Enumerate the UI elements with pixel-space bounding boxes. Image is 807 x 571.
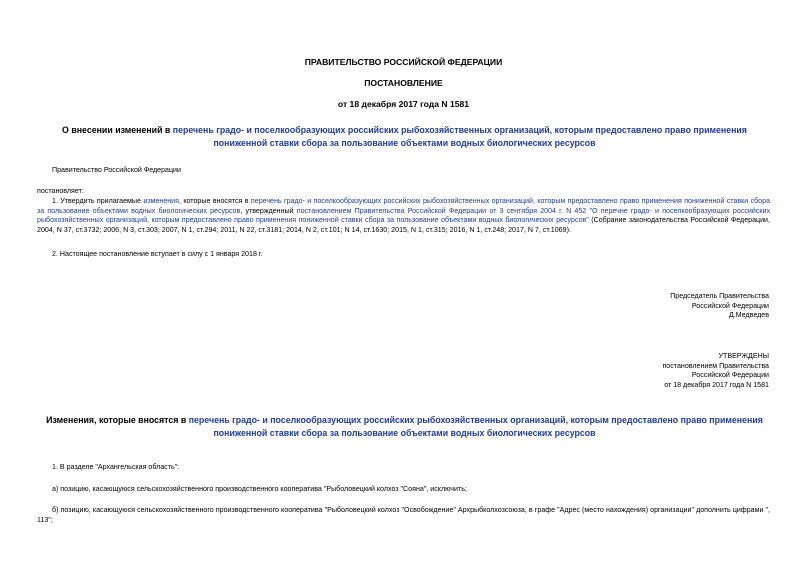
document-type: ПОСТАНОВЛЕНИЕ bbox=[364, 78, 443, 88]
changes-title-prefix: Изменения, которые вносятся в bbox=[46, 415, 189, 425]
document-title-prefix: О внесении изменений в bbox=[62, 125, 173, 135]
list-link[interactable]: перечень градо- и поселкообразующих российских рыбохозяйственных организаций, которым предоставлено право применения пониженной ставки сбора за пользование объектами водных биологических ресурсов bbox=[37, 197, 771, 215]
resolves-line: постановляет: bbox=[37, 187, 84, 195]
paragraph-2: 2. Настоящее постановление вступает в силу с 1 января 2018 г. bbox=[52, 250, 263, 258]
change-item-a: а) позицию, касающуюся сельскохозяйственного производственного кооператива "Рыболовецкий колхоз "Сояна", исключить; bbox=[52, 485, 467, 493]
document-date: от 18 декабря 2017 года N 1581 bbox=[337, 99, 470, 109]
changes-title bbox=[36, 414, 773, 439]
document-title bbox=[36, 124, 773, 149]
paragraph-1 bbox=[37, 197, 770, 235]
approval-date: от 18 декабря 2017 года N 1581 bbox=[664, 380, 769, 389]
approval-heading: УТВЕРЖДЕНЫ bbox=[718, 352, 769, 360]
government-line: Правительство Российской Федерации bbox=[52, 166, 181, 174]
p1-text-a: 1. Утвердить прилагаемые bbox=[52, 197, 144, 205]
signature-name: Д.Медведев bbox=[728, 311, 769, 320]
signature-country: Российской Федерации bbox=[691, 301, 769, 310]
approval-block bbox=[560, 352, 769, 390]
document-title-link[interactable]: перечень градо- и поселкообразующих российских рыбохозяйственных организаций, которым предоставлено право применения пониженной ставки сбора за пользование объектами водных биологических ресурсов bbox=[172, 125, 747, 148]
government-heading: ПРАВИТЕЛЬСТВО РОССИЙСКОЙ ФЕДЕРАЦИИ bbox=[304, 57, 503, 67]
change-item-1: 1. В разделе "Архангельская область": bbox=[52, 463, 180, 471]
changes-title-link[interactable]: перечень градо- и поселкообразующих российских рыбохозяйственных организаций, которым предоставлено право применения пониженной ставки сбора за пользование объектами водных биологических ресурсов bbox=[188, 415, 763, 438]
change-item-b: б) позицию, касающуюся сельскохозяйственного производственного кооператива "Рыболовецкий колхоз "Освобождение" Архрыбколхозсоюза, в графе "Адрес (место нахождения) организации" дополнить цифрами ", 113"; bbox=[37, 506, 770, 524]
p1-text-c: , утвержденный bbox=[240, 206, 297, 215]
p1-text-b: , которые вносятся в bbox=[178, 197, 251, 205]
signature-title: Председатель Правительства bbox=[670, 292, 769, 300]
p1-text-d: (Собрание законодательства Российской Федерации, 2004, N 37, ст.3732; 2006, N 3, ст.303; 2007, N 1, ст.294; 2011, N 22, ст.3181; 2014, N 2, ст.101; N 14, ст.1630; 2015, N 1, ст.315; 2016, N 1, ст.248; 2017, N 7, ст.1069). bbox=[37, 216, 770, 234]
approval-line-2: постановлением Правительства bbox=[662, 361, 769, 370]
approval-line-3: Российской Федерации bbox=[691, 371, 769, 380]
changes-link[interactable]: изменения bbox=[143, 197, 179, 205]
signature-block bbox=[560, 292, 769, 321]
resolution-452-link[interactable]: постановлением Правительства Российской Федерации от 3 сентября 2004 г. N 452 "О перечне градо- и поселкообразующих российских рыбохозяйственных организаций, которым предоставлено право применения пониженной ставки сбора за пользование объектами водных биологических ресурсов" bbox=[37, 206, 770, 225]
